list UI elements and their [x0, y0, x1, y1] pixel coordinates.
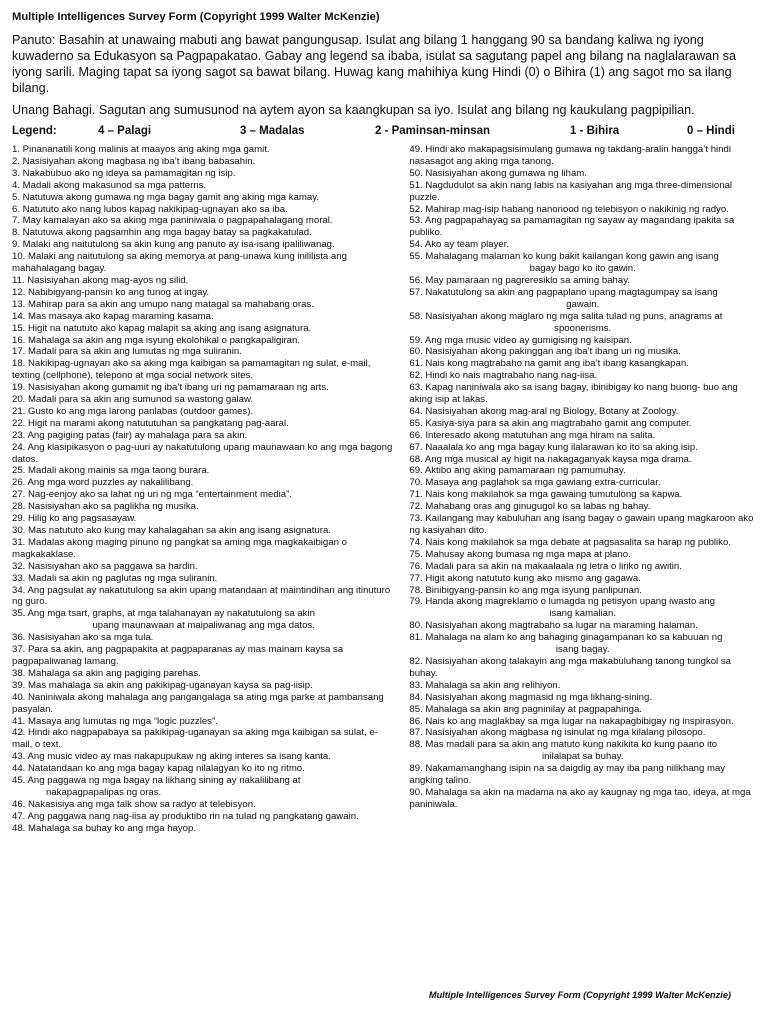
footer-copyright: Multiple Intelligences Survey Form (Copyright 1999 Walter McKenzie) [428, 990, 731, 1000]
survey-item: 53. Ang pagpapahayag sa pamamagitan ng sayaw ay magandang ipakita sa publiko. [409, 215, 735, 239]
survey-item-continuation: inilalapat sa buhay. [541, 751, 624, 763]
survey-item: 59. Ang mga music video ay gumigising ng kaisipan. [409, 334, 632, 346]
survey-item-continuation: nakapagpapalipas ng oras. [46, 786, 162, 798]
survey-item: 82. Nasisiyahan akong talakayin ang mga makabuluhang tanong tungkol sa buhay. [409, 655, 731, 679]
survey-item: 6. Natututo ako nang lubos kapag nakikipag-ugnayan ako sa iba. [12, 203, 288, 215]
survey-item: 75. Mahusay akong bumasa ng mga mapa at plano. [409, 548, 631, 560]
survey-item-continuation: spoonerisms. [554, 322, 612, 334]
survey-item: 21. Gusto ko ang mga larong panlabas (outdoor games). [12, 405, 254, 417]
survey-item: 54. Ako ay team player. [409, 239, 510, 251]
survey-item: 26. Ang mga word puzzles ay nakalilibang. [12, 477, 194, 489]
survey-item: 34. Ang pagsulat ay nakatutulong sa akin upang matandaan at maintindihan ang itinuturo ng guro. [12, 584, 391, 608]
survey-item: 36. Nasisiyahan ako sa mga tula. [12, 632, 154, 644]
survey-item: 88. Mas madali para sa akin ang matuto kung nakikita ko kung paano ito [409, 739, 718, 751]
legend-label: Legend: [12, 125, 57, 137]
survey-item: 63. Kapag naniniwala ako sa isang bagay, ibinibigay ko nang buong- buo ang aking isip at lakas. [409, 382, 738, 406]
survey-item: 84. Nasisiyahan akong magmasid ng mga likhang-sining. [409, 691, 653, 703]
survey-item: 16. Mahalaga sa akin ang mga isyung ekolohikal o pangkapaligiran. [12, 334, 301, 346]
survey-item: 46. Nakasisiya ang mga talk show sa radyo at telebisyon. [12, 798, 256, 810]
survey-item: 71. Nais kong makilahok sa mga gawaing tumutulong sa kapwa. [409, 489, 683, 501]
survey-item: 58. Nasisiyahan akong maglaro ng mga salita tulad ng puns, anagrams at [409, 310, 723, 322]
survey-item: 89. Nakamamanghang isipin na sa daigdig ay may iba pang nilikhang may angking talino. [409, 763, 726, 787]
survey-item: 15. Higit na natututo ako kapag malapit sa aking ang isang asignatura. [12, 322, 312, 334]
survey-item-continuation: isang bagay. [555, 644, 610, 656]
survey-item: 67. Naaalala ko ang mga bagay kung ilalarawan ko ito sa aking isip. [409, 441, 698, 453]
survey-item: 40. Naniniwala akong mahalaga ang pangangalaga sa ating mga parke at pambansang pasyalan. [12, 691, 384, 715]
survey-item: 48. Mahalaga sa buhay ko ang mga hayop. [12, 822, 197, 834]
survey-item: 33. Madali sa akin ng paglutas ng mga suliranin. [12, 572, 218, 584]
survey-item: 19. Nasisiyahan akong gumamit ng iba’t ibang uri ng pamamaraan ng arts. [12, 382, 329, 394]
survey-item: 8. Natutuwa akong pagsamhin ang mga bagay batay sa pagkakatulad. [12, 227, 312, 239]
survey-item: 80. Nasisiyahan akong magtrabaho sa lugar na maraming halaman. [409, 620, 698, 632]
survey-item: 49. Hindi ako makapagsisimulang gumawa ng takdang-aralin hangga’t hindi nasasagot ang aking mga tanong. [409, 144, 731, 167]
survey-item: 9. Malaki ang naitutulong sa akin kung ang panuto ay isa-isang ipaliliwanag. [12, 239, 335, 251]
survey-item: 22. Higit na marami akong natututuhan sa pangkatang pag-aaral. [12, 417, 289, 429]
survey-item: 39. Mas mahalaga sa akin ang pakikipag-uganayan kaysa sa pag-iisip. [12, 679, 313, 691]
survey-item: 28. Nasisiyahan ako sa paglikha ng musika. [12, 501, 199, 513]
survey-item: 62. Hindi ko nais magtrabaho nang nag-iisa. [409, 370, 598, 382]
survey-item: 73. Kailangang may kabuluhan ang isang bagay o gawain upang magkaroon ako ng kasiyahan dito. [409, 513, 754, 536]
survey-item: 10. Malaki ang naitutulong sa aking memorya at pang-unawa kung inililista ang mahahalagang bagay. [12, 251, 347, 275]
survey-item: 38. Mahalaga sa akin ang pagiging parehas. [12, 667, 201, 679]
survey-item: 29. Hilig ko ang pagsasayaw. [12, 513, 137, 525]
survey-item: 57. Nakatutulong sa akin ang pagpaplano upang magtagumpay sa isang [409, 286, 718, 298]
survey-item: 77. Higit akong natututo kung ako mismo ang gagawa. [409, 572, 641, 584]
survey-item: 79. Handa akong magreklamo o lumagda ng petisyon upang iwasto ang [409, 596, 715, 608]
survey-item: 20. Madali para sa akin ang sumunod sa wastong galaw. [12, 394, 254, 406]
survey-item: 65. Kasiya-siya para sa akin ang magtrabaho gamit ang computer. [409, 417, 692, 429]
survey-item: 13. Mahirap para sa akin ang umupo nang matagal sa mahabang oras. [12, 298, 314, 310]
survey-item: 32. Nasisiyahan ako sa paggawa sa hardin. [12, 560, 198, 572]
legend-item-madalas: 3 – Madalas [240, 125, 305, 137]
survey-item: 35. Ang mga tsart, graphs, at mga talahanayan ay nakatutulong sa akin [12, 608, 315, 620]
legend-item-paminsan-minsan: 2 - Paminsan-minsan [375, 125, 491, 137]
survey-item: 11. Nasisiyahan akong mag-ayos ng silid. [12, 274, 189, 286]
survey-item: 25. Madali akong mainis sa mga taong burara. [12, 465, 210, 477]
survey-item: 7. May kamalayan ako sa aking mga paniniwala o pagpapahalagang moral. [12, 215, 333, 227]
survey-item: 31. Madalas akong maging pinuno ng pangkat sa aming mga magkakaibigan o magkakaklase. [12, 536, 347, 560]
survey-item: 17. Madali para sa akin ang lumutas ng mga suliranin. [12, 346, 242, 358]
part-label: Unang Bahagi. Sagutan ang sumusunod na aytem ayon sa kaangkupan sa iyo. Isulat ang bilang ng kaukulang pagpipilian. [12, 103, 695, 117]
legend-item-hindi: 0 – Hindi [687, 125, 735, 137]
survey-item: 83. Mahalaga sa akin ang relihiyon. [409, 679, 561, 691]
page-title: Multiple Intelligences Survey Form (Copyright 1999 Walter McKenzie) [12, 11, 380, 23]
survey-item: 72. Mahabang oras ang ginugugol ko sa labas ng bahay. [409, 501, 651, 513]
survey-item: 1. Pinananatili kong malinis at maayos ang aking mga gamit. [12, 144, 270, 155]
survey-item: 42. Hindi ako nagpapabaya sa pakikipag-uganayan sa aking mga kaibigan sa sulat, e-mail, o text. [12, 727, 378, 751]
survey-item: 27. Nag-eenjoy ako sa lahat ng uri ng mga “entertainment media”. [12, 489, 292, 501]
survey-item: 18. Nakikipag-ugnayan ako sa aking mga kaibigan sa pamamagitan ng sulat, e-mail, texting (cellphone), telepono at mga social network sites. [12, 358, 371, 382]
survey-item: 64. Nasisiyahan akong mag-aral ng Biology, Botany at Zoology. [409, 405, 679, 417]
survey-item: 43. Ang music video ay mas nakapupukaw ng aking interes sa isang kanta. [12, 751, 331, 763]
survey-item: 78. Binibigyang-pansin ko ang mga isyung panlipunan. [409, 584, 642, 596]
survey-item: 12. Nabibigyang-pansin ko ang tunog at ingay. [12, 286, 210, 298]
survey-item: 90. Mahalaga sa akin na madama na ako ay kaugnay ng mga tao, ideya, at mga paniniwala. [409, 786, 751, 810]
survey-item: 23. Ang pagiging patas (fair) ay mahalaga para sa akin. [12, 429, 248, 441]
survey-item-continuation: upang maunawaan at maipaliwanag ang mga datos. [92, 620, 315, 632]
survey-item: 68. Ang mga musical ay higit na nakagaganyak kaysa mga drama. [409, 453, 692, 465]
survey-item: 45. Ang paggawa ng mga bagay na likhang sining ay nakalilibang at [12, 775, 301, 787]
survey-item: 47. Ang paggawa nang nag-iisa ay produktibo rin na tulad ng pangkatang gawain. [12, 810, 359, 822]
survey-items [12, 144, 756, 835]
survey-item: 30. Mas natututo ako kung may kahalagahan sa akin ang isang asignatura. [12, 525, 331, 536]
survey-item: 66. Interesado akong matutuhan ang mga hiram na salita. [409, 429, 656, 441]
survey-item: 70. Masaya ang paglahok sa mga gawiang extra-curricular. [409, 477, 661, 489]
survey-item: 81. Mahalaga na alam ko ang bahaging ginagampanan ko sa kabuuan ng [409, 632, 723, 644]
survey-item: 24. Ang klasipikasyon o pag-uuri ay nakatutulong upang maunawaan ko ang mga bagong datos. [12, 441, 393, 465]
survey-item-continuation: gawain. [566, 298, 600, 310]
survey-item: 44. Natatandaan ko ang mga bagay kapag nilalagyan ko ito ng ritmo. [12, 763, 305, 775]
survey-item: 2. Nasisiyahan akong magbasa ng iba’t ibang babasahin. [12, 155, 256, 167]
survey-item: 85. Mahalaga sa akin ang pagninilay at pagpapahinga. [409, 703, 642, 715]
survey-item-continuation: isang kamalian. [549, 608, 617, 620]
survey-item: 3. Nakabubuo ako ng ideya sa pamamagitan ng isip. [12, 167, 236, 179]
left-column [12, 144, 395, 835]
survey-item: 55. Mahalagang malaman ko kung bakit kailangan kong gawin ang isang [409, 251, 719, 263]
survey-item: 60. Nasisiyahan akong pakinggan ang iba’t ibang uri ng musika. [409, 346, 681, 358]
survey-item: 14. Mas masaya ako kapag maraming kasama. [12, 310, 214, 322]
survey-item: 87. Nasisiyahan akong magbasa ng isinulat ng mga kilalang pilosopo. [409, 727, 706, 739]
survey-item: 86. Nais ko ang maglakbay sa mga lugar na nakapagbibigay ng inspirasyon. [409, 715, 734, 727]
survey-item: 50. Nasisiyahan akong gumawa ng liham. [409, 167, 587, 179]
instructions-paragraph: Panuto: Basahin at unawaing mabuti ang bawat pangungusap. Isulat ang bilang 1 hanggang 90 sa bandang kaliwa ng iyong kuwaderno sa Edukasyon sa Pagpapakatao. Gabay ang legend sa ibaba, isulat sa sagutang papel ang bilang na naglalarawan sa iyong sarili. Maging tapat sa iyong sagot sa bawat bilang. Huwag kang mahihiya kung Hindi (0) o Bihira (1) ang sagot mo sa ilang bilang. [12, 33, 736, 95]
right-column [409, 144, 756, 835]
survey-item: 74. Nais kong makilahok sa mga debate at pagsasalita sa harap ng publiko. [409, 536, 731, 548]
survey-item: 37. Para sa akin, ang pagpapakita at pagpaparanas ay mas mainam kaysa sa pagpapaliwanag lamang. [12, 644, 344, 667]
survey-item: 51. Nagdudulot sa akin nang labis na kasiyahan ang mga three-dimensional puzzle. [409, 179, 733, 203]
survey-item: 61. Nais kong magtrabaho na gamit ang iba’t ibang kasangkapan. [409, 358, 689, 370]
survey-item: 52. Mahirap mag-isip habang nanonood ng telebisyon o nakikinig ng radyo. [409, 203, 729, 215]
survey-item: 69. Aktibo ang aking pamamaraan ng pamumuhay. [409, 465, 626, 477]
survey-item-continuation: bagay bago ko ito gawin. [529, 263, 636, 275]
survey-item: 4. Madali akong makasunod sa mga patterns. [12, 179, 207, 191]
survey-item: 41. Masaya ang lumutas ng mga “logic puzzles”. [12, 715, 218, 727]
legend-item-bihira: 1 - Bihira [570, 125, 620, 137]
survey-item: 5. Natutuwa akong gumawa ng mga bagay gamit ang aking mga kamay. [12, 191, 319, 203]
legend [12, 124, 756, 138]
legend-item-palagi: 4 – Palagi [98, 125, 152, 137]
survey-item: 76. Madali para sa akin na makaalaala ng letra o liriko ng awitin. [409, 560, 682, 572]
survey-item: 56. May pamaraan ng pagreresiklo sa aming bahay. [409, 274, 630, 286]
